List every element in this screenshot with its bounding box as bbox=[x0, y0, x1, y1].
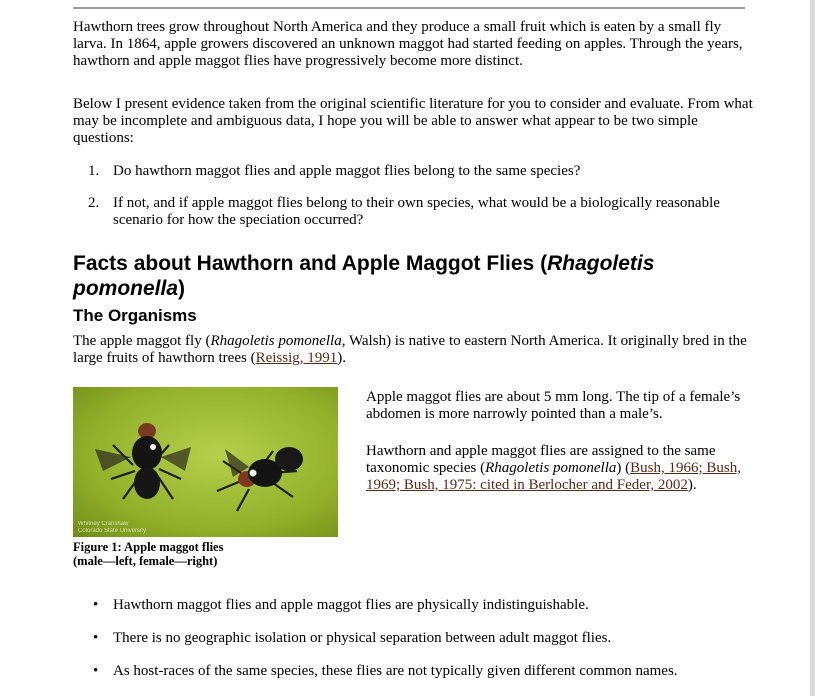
bullet-icon: • bbox=[93, 630, 99, 646]
question-text: If not, and if apple maggot flies belong to their own species, what would be a biologically reasonable scenario for how the speciation occurred? bbox=[113, 195, 720, 228]
figure-caption bbox=[73, 540, 343, 568]
question-item bbox=[73, 163, 753, 180]
window-scrollbar-edge bbox=[810, 0, 815, 696]
question-item bbox=[73, 195, 753, 229]
section-heading bbox=[73, 251, 713, 301]
photo-watermark-line1: Whitney Cranshaw bbox=[78, 521, 129, 527]
organisms-text-b: , Walsh) is native to eastern North America. It originally bred in the large fruits of hawthorn trees ( bbox=[73, 333, 747, 366]
question-number: 2. bbox=[88, 195, 100, 211]
top-divider bbox=[73, 7, 745, 9]
list-item-text: There is no geographic isolation or physical separation between adult maggot flies. bbox=[113, 630, 612, 646]
list-item bbox=[73, 663, 753, 680]
intro-paragraph-2: Below I present evidence taken from the original scientific literature for you to consider and evaluate. From what may be incomplete and ambiguous data, I hope you will be able to answer what appear to be two simple questions: bbox=[73, 96, 753, 146]
questions-list bbox=[73, 163, 753, 244]
section-heading-suffix: ) bbox=[178, 277, 186, 300]
organisms-species: Rhagoletis pomonella bbox=[210, 333, 342, 349]
taxonomy-text-a: Hawthorn and apple maggot flies are assigned to the same taxonomic species ( bbox=[366, 443, 716, 476]
citation-link-reissig[interactable]: Reissig, 1991 bbox=[255, 350, 338, 366]
size-paragraph: Apple maggot flies are about 5 mm long. The tip of a female’s abdomen is more narrowly pointed than a male’s. bbox=[366, 389, 741, 422]
facts-bullet-list bbox=[73, 597, 753, 696]
organisms-text-c: ). bbox=[337, 350, 347, 366]
question-text: Do hawthorn maggot flies and apple maggot flies belong to the same species? bbox=[113, 163, 581, 179]
bullet-icon: • bbox=[93, 663, 99, 679]
intro-paragraph-1: Hawthorn trees grow throughout North America and they produce a small fruit which is eaten by a small fly larva. In 1864, apple growers discovered an unknown maggot had started feeding on apples. Through the years, hawthorn and apple maggot flies have progressively become more distinct. bbox=[73, 19, 743, 69]
organisms-text-a: The apple maggot fly ( bbox=[73, 333, 211, 349]
subsection-heading: The Organisms bbox=[73, 306, 197, 325]
taxonomy-text-c: ). bbox=[687, 477, 697, 493]
list-item-text: As host-races of the same species, these flies are not typically given different common names. bbox=[113, 663, 678, 679]
list-item bbox=[73, 597, 753, 614]
bullet-icon: • bbox=[93, 597, 99, 613]
photo-watermark-line2: Colorado State University bbox=[78, 528, 147, 534]
taxonomy-species: Rhagoletis pomonella bbox=[485, 460, 617, 476]
figure-image bbox=[73, 387, 338, 537]
citation-link-bush[interactable]: Bush, 1966; Bush, 1969; Bush, 1975: cited in Berlocher and Feder, 2002 bbox=[366, 460, 741, 493]
question-number: 1. bbox=[88, 163, 100, 179]
taxonomy-text-b: ) ( bbox=[616, 460, 631, 476]
taxonomy-paragraph bbox=[366, 443, 756, 494]
maggot-flies-photo bbox=[73, 387, 338, 537]
figure-caption-line2: (male—left, female—right) bbox=[73, 554, 218, 568]
figure-caption-line1: Figure 1: Apple maggot flies bbox=[73, 540, 224, 554]
list-item bbox=[73, 630, 753, 647]
organisms-paragraph bbox=[73, 333, 753, 367]
list-item-text: Hawthorn maggot flies and apple maggot flies are physically indistinguishable. bbox=[113, 597, 589, 613]
section-heading-prefix: Facts about Hawthorn and Apple Maggot Flies ( bbox=[73, 252, 548, 275]
section-heading-species: Rhagoletis pomonella bbox=[73, 252, 655, 300]
